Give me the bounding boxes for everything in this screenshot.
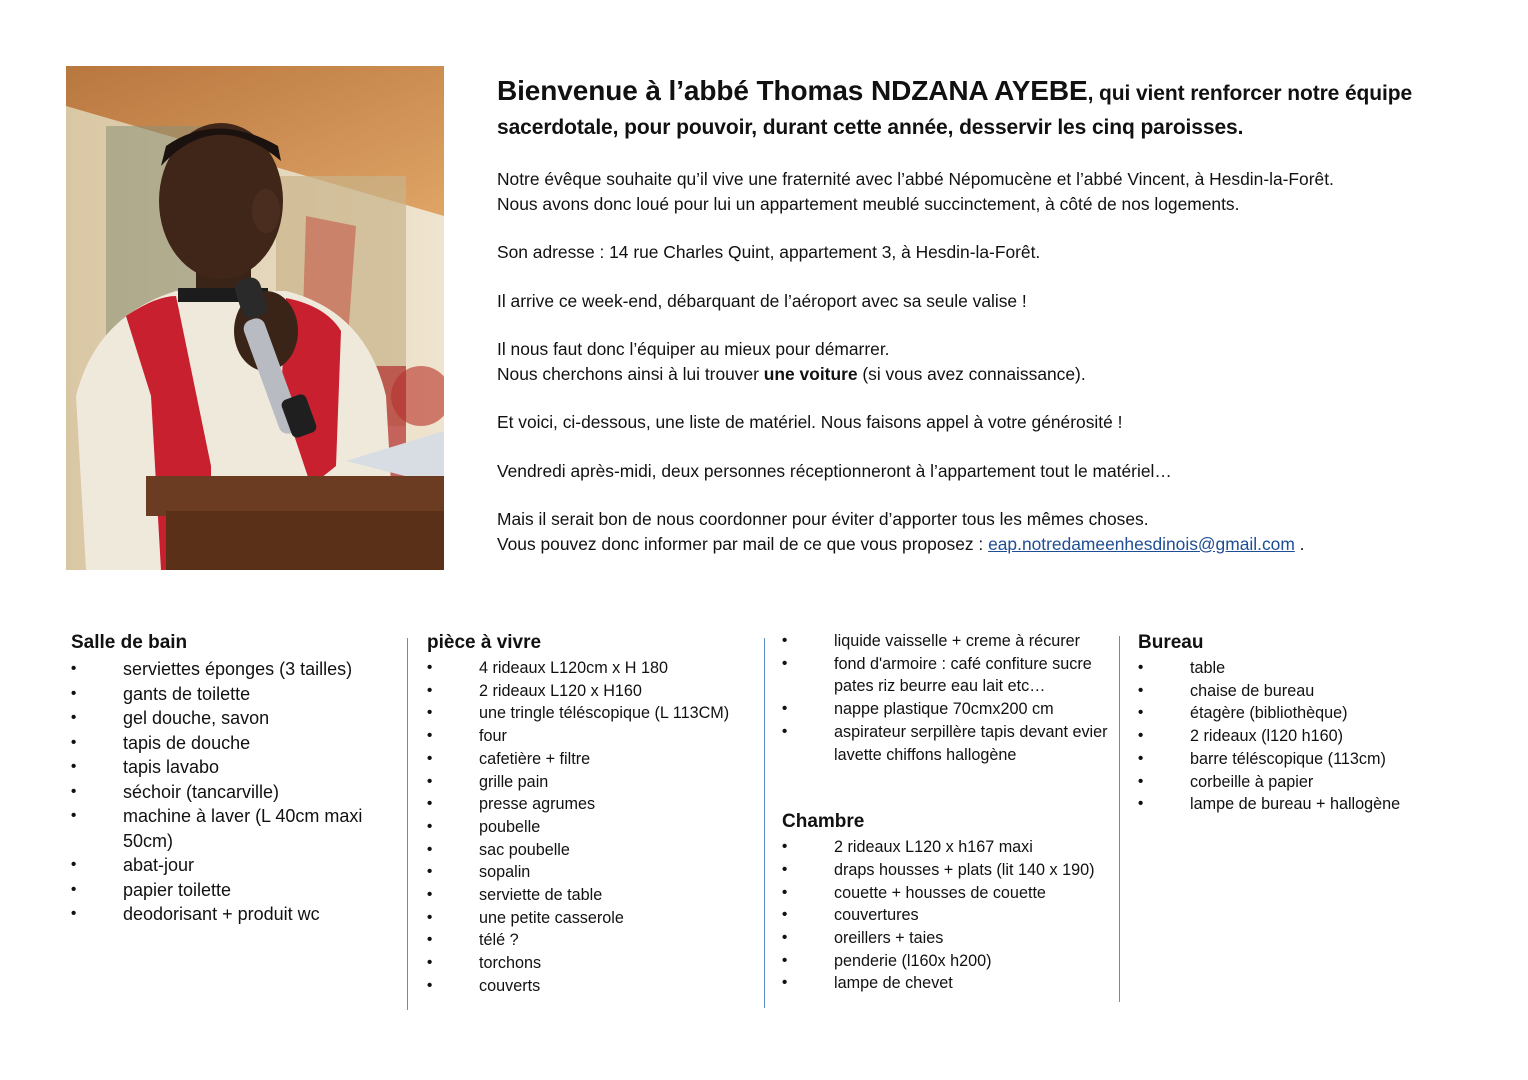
list-item: • tapis de douche <box>71 731 381 756</box>
list-title: Salle de bain <box>71 632 188 653</box>
column-separator <box>764 638 765 1008</box>
paragraph-line: Mais il serait bon de nous coordonner pour éviter d’apporter tous les mêmes choses. <box>497 509 1149 529</box>
list-item: • torchons <box>427 952 747 975</box>
list-item: • étagère (bibliothèque) <box>1138 702 1468 725</box>
address-text: Son adresse : 14 rue Charles Quint, appartement 3, à Hesdin-la-Forêt. <box>497 242 1041 262</box>
paragraph-friday <box>497 459 1487 484</box>
list-item: • serviette de table <box>427 884 747 907</box>
list-salle-de-bain <box>71 628 381 927</box>
list-item: • gel douche, savon <box>71 706 381 731</box>
list-item: • abat-jour <box>71 853 381 878</box>
headline <box>497 74 1487 145</box>
list-item: • cafetière + filtre <box>427 748 747 771</box>
paragraph-line: Vendredi après-midi, deux personnes réceptionneront à l’appartement tout le matériel… <box>497 460 1172 481</box>
priest-photo <box>66 66 444 570</box>
list-item: • 2 rideaux L120 x h167 maxi <box>782 836 1112 859</box>
list-item: • serviettes éponges (3 tailles) <box>71 657 381 682</box>
list-item: • lampe de chevet <box>782 972 1112 995</box>
text-span: Vous pouvez donc informer par mail de ce que vous proposez : <box>497 533 989 554</box>
list-bureau <box>1138 628 1468 816</box>
item-list <box>71 657 381 927</box>
list-item: • nappe plastique 70cmx200 cm <box>782 698 1112 721</box>
list-item: • couvertures <box>782 904 1112 927</box>
headline-rest: , qui vient renforcer notre équipe sacerdotale, pour pouvoir, durant cette année, desservir les cinq paroisses. <box>497 82 1413 139</box>
list-item: • couette + housses de couette <box>782 882 1112 905</box>
paragraph-address <box>497 240 1487 265</box>
list-item: • presse agrumes <box>427 793 747 816</box>
column-separator <box>407 638 408 1010</box>
list-item: • séchoir (tancarville) <box>71 780 381 805</box>
list-item: • corbeille à papier <box>1138 771 1468 794</box>
list-item: • penderie (l160x h200) <box>782 950 1112 973</box>
text-span: (si vous avez connaissance). <box>857 363 1086 384</box>
column-separator <box>1119 636 1120 1002</box>
list-item: • chaise de bureau <box>1138 680 1468 703</box>
list-item: • table <box>1138 657 1468 680</box>
paragraph-fraternity <box>497 167 1487 216</box>
list-item: • papier toilette <box>71 878 381 903</box>
list-title: Bureau <box>1138 632 1204 653</box>
paragraph-line: Et voici, ci-dessous, une liste de matériel. Nous faisons appel à votre générosité ! <box>497 412 1123 432</box>
list-item: • sac poubelle <box>427 839 747 862</box>
list-item: • 4 rideaux L120cm x H 180 <box>427 657 747 680</box>
email-link[interactable]: eap.notredameenhesdinois@gmail.com <box>988 533 1295 554</box>
paragraph-line <box>497 532 1487 557</box>
headline-greeting: Bienvenue à l’abbé Thomas NDZANA AYEBE <box>497 75 1088 106</box>
list-item: • liquide vaisselle + creme à récurer <box>782 630 1112 653</box>
list-item: • machine à laver (L 40cm maxi 50cm) <box>71 804 381 853</box>
list-item: • four <box>427 725 747 748</box>
list-item: • draps housses + plats (lit 140 x 190) <box>782 859 1112 882</box>
list-item: • grille pain <box>427 771 747 794</box>
paragraph-line: Il arrive ce week-end, débarquant de l’aéroport avec sa seule valise ! <box>497 290 1027 311</box>
list-item: • fond d'armoire : café confiture sucre pates riz beurre eau lait etc… <box>782 653 1112 698</box>
list-item: • lampe de bureau + hallogène <box>1138 793 1468 816</box>
list-item: • une tringle téléscopique (L 113CM) <box>427 702 747 725</box>
list-item: • sopalin <box>427 861 747 884</box>
item-list <box>427 657 747 998</box>
list-item: • oreillers + taies <box>782 927 1112 950</box>
list-suite-and-chambre <box>782 630 1112 995</box>
list-item: • couverts <box>427 975 747 998</box>
list-item: • 2 rideaux (l120 h160) <box>1138 725 1468 748</box>
list-item: • gants de toilette <box>71 682 381 707</box>
paragraph-line: Nous avons donc loué pour lui un appartement meublé succinctement, à côté de nos logements. <box>497 193 1240 214</box>
item-list <box>782 836 1112 995</box>
text-span: . <box>1294 533 1305 554</box>
intro-block <box>497 74 1487 580</box>
paragraph-line <box>497 362 1487 387</box>
list-item: • tapis lavabo <box>71 755 381 780</box>
list-piece-a-vivre <box>427 628 747 998</box>
paragraph-arrival <box>497 289 1487 314</box>
list-title: Chambre <box>782 811 865 833</box>
car-emphasis: une voiture <box>763 363 858 384</box>
paragraph-line: Notre évêque souhaite qu’il vive une fraternité avec l’abbé Népomucène et l’abbé Vincent, à Hesdin-la-Forêt. <box>497 169 1334 189</box>
item-list <box>782 630 1112 766</box>
list-item: • une petite casserole <box>427 907 747 930</box>
paragraph-appeal <box>497 410 1487 435</box>
list-item: • télé ? <box>427 929 747 952</box>
list-item: • 2 rideaux L120 x H160 <box>427 680 747 703</box>
paragraph-coordinate <box>497 507 1487 556</box>
text-span: Nous cherchons ainsi à lui trouver <box>497 363 764 384</box>
paragraph-car <box>497 337 1487 386</box>
paragraph-line: Il nous faut donc l’équiper au mieux pour démarrer. <box>497 339 890 359</box>
item-list <box>1138 657 1468 816</box>
list-item: • deodorisant + produit wc <box>71 902 381 927</box>
list-item: • poubelle <box>427 816 747 839</box>
list-item: • aspirateur serpillère tapis devant evier lavette chiffons hallogène <box>782 721 1112 766</box>
list-title: pièce à vivre <box>427 632 542 653</box>
list-item: • barre téléscopique (113cm) <box>1138 748 1468 771</box>
